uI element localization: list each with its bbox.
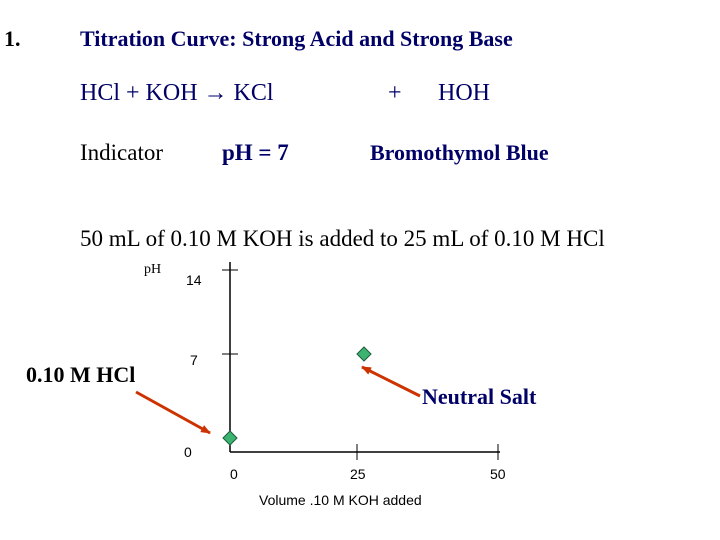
equation-reactants: HCl + KOH → KCl bbox=[80, 80, 274, 106]
y-tick-label-0: 0 bbox=[184, 444, 192, 460]
neutral-salt-annotation: Neutral Salt bbox=[422, 384, 537, 409]
x-tick-label-0: 0 bbox=[230, 466, 238, 482]
equation-plus: + bbox=[388, 80, 402, 106]
slide-title: Titration Curve: Strong Acid and Strong Base bbox=[80, 26, 513, 51]
ph-condition: pH = 7 bbox=[222, 140, 289, 165]
y-axis-label: pH bbox=[144, 262, 162, 277]
indicator-name: Bromothymol Blue bbox=[370, 140, 549, 165]
equation-product-water: HOH bbox=[438, 80, 490, 106]
x-tick-label-50: 50 bbox=[490, 466, 506, 482]
y-tick-label-7: 7 bbox=[190, 352, 198, 368]
hcl-arrow bbox=[136, 392, 210, 433]
slide-number: 1. bbox=[4, 26, 21, 51]
x-tick-label-25: 25 bbox=[350, 466, 366, 482]
indicator-label: Indicator bbox=[80, 140, 164, 165]
data-point-1 bbox=[357, 347, 371, 361]
y-tick-label-14: 14 bbox=[186, 272, 202, 288]
x-axis-label: Volume .10 M KOH added bbox=[259, 492, 422, 508]
data-point-0 bbox=[223, 431, 237, 445]
titration-description: 50 mL of 0.10 M KOH is added to 25 mL of 0.10 M HCl bbox=[80, 226, 605, 251]
hcl-annotation: 0.10 M HCl bbox=[26, 362, 136, 387]
neutral-salt-arrow bbox=[362, 367, 420, 396]
